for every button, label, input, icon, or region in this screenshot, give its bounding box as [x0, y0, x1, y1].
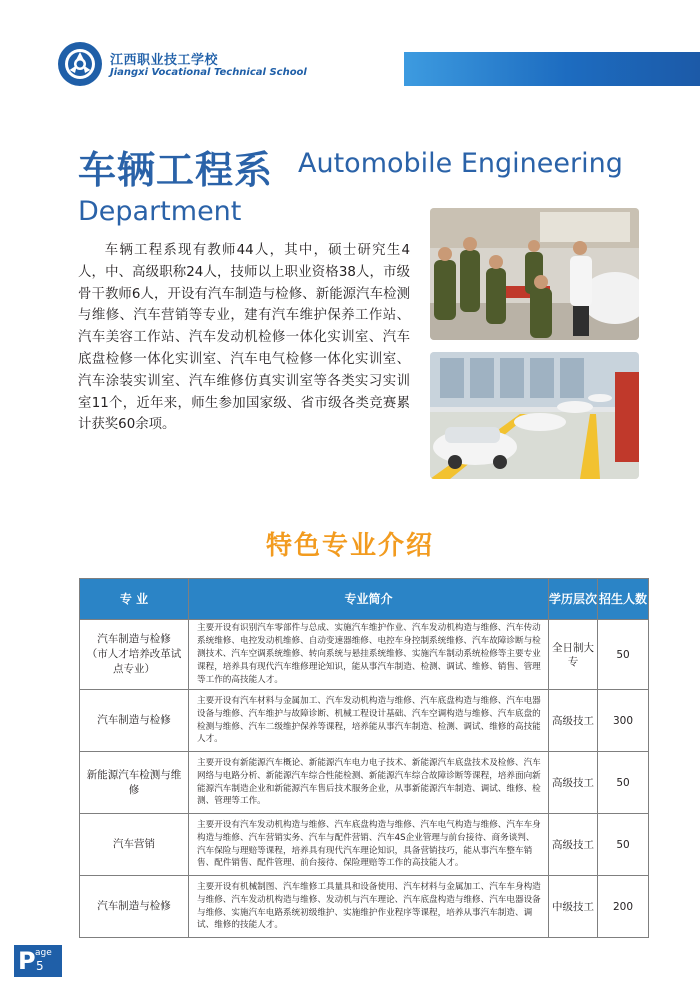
page-number: 5: [36, 959, 44, 973]
major-name-cell: [80, 814, 189, 876]
major-description: 主要开设有识别汽车零部件与总成、实施汽车维护作业、汽车发动机构造与维修、汽车传动系统维修、电控发动机维修、自动变速器维修、电控车身控制系统维修、汽车故障诊断与检测技术、汽车空调系统维修、转向系统与悬挂系统维修、实施汽车制动系统检修等主要专业课程，培养具有现代汽车维修理论知识，能从事汽车制造、检测、调试、维修、销售、管理等工作的高技能人才。: [189, 620, 549, 690]
major-description: 主要开设有新能源汽车概论、新能源汽车电力电子技术、新能源汽车底盘技术及检修、汽车网络与电路分析、新能源汽车综合性能检测、新能源汽车综合故障诊断等课程，培养面向新能源汽车制造企业和新能源汽车售后技术服务企业，从事新能源汽车制造、调试、维修、检测、管理等工作。: [189, 752, 549, 814]
table-row: [80, 690, 649, 752]
col-header-enrollment: 招生人数: [598, 579, 649, 620]
education-level: 高级技工: [549, 690, 598, 752]
major-name-cell: [80, 620, 189, 690]
major-name: 汽车营销: [113, 838, 155, 850]
major-name-cell: [80, 690, 189, 752]
education-level: 高级技工: [549, 814, 598, 876]
major-description: 主要开设有汽车发动机构造与维修、汽车底盘构造与维修、汽车电气构造与维修、汽车车身构造与维修、汽车营销实务、汽车与配件营销、汽车4S企业管理与前台接待、商务谈判、汽车保险与理赔等课程，培养具有现代汽车理论知识，具备营销技巧，能从事汽车整车销售、配件销售、配件管理、前台接待、保险理赔等工作的高技能人才。: [189, 814, 549, 876]
table-row: [80, 876, 649, 938]
training-class-photo: [430, 208, 639, 340]
table-row: [80, 814, 649, 876]
col-header-description: 专业简介: [189, 579, 549, 620]
page-number-tag: [14, 945, 62, 977]
major-description: 主要开设有汽车材料与金属加工、汽车发动机构造与维修、汽车底盘构造与维修、汽车电器设备与维修、汽车维护与故障诊断、机械工程设计基础、汽车空调构造与维修、汽车底盘的检测与维修、汽车二级维护保养等课程，培养能从事汽车制造、检测、调试、维修的高技能人才。: [189, 690, 549, 752]
enrollment-count: 50: [598, 620, 649, 690]
department-title-en-line2: Department: [78, 196, 242, 227]
major-name-cell: [80, 876, 189, 938]
major-name: 汽车制造与检修: [97, 714, 171, 726]
department-intro: 车辆工程系现有教师44人，其中，硕士研究生4人，中、高级职称24人，技师以上职业资格38人，市级骨干教师6人，开设有汽车制造与检修、新能源汽车检测与维修、汽车营销等专业，建有汽车维护保养工作站、汽车美容工作站、汽车发动机检修一体化实训室、汽车底盘检修一体化实训室、汽车电气检修一体化实训室、汽车涂装实训室、汽车维修仿真实训室等各类实习实训室11个，近年来，师生参加国家级、省市级各类竞赛累计获奖60余项。: [78, 243, 410, 433]
page-suffix: age: [35, 948, 52, 958]
department-title-en-line1: Automobile Engineering: [298, 148, 623, 179]
page-prefix: P: [18, 947, 36, 975]
major-note: （市人才培养改革试点专业）: [86, 648, 182, 675]
major-name: 汽车制造与检修: [97, 900, 171, 912]
enrollment-count: 200: [598, 876, 649, 938]
major-name: 新能源汽车检测与维修: [86, 768, 182, 796]
section-heading: 特色专业介绍: [265, 531, 434, 561]
enrollment-count: 50: [598, 814, 649, 876]
table-row: [80, 620, 649, 690]
education-level: 全日制大专: [549, 620, 598, 690]
col-header-major: 专 业: [80, 579, 189, 620]
school-name-en: Jiangxi Vocational Technical School: [110, 67, 307, 78]
education-level: 中级技工: [549, 876, 598, 938]
major-description: 主要开设有机械制图、汽车维修工具量具和设备使用、汽车材料与金属加工、汽车车身构造与维修、汽车发动机构造与维修、发动机与汽车理论、汽车底盘构造与维修、汽车电器设备与维修、实施汽车电路系统初级维护、实施维护作业程序等课程，培养从事汽车制造、调试、维修的技能人才。: [189, 876, 549, 938]
education-level: 高级技工: [549, 752, 598, 814]
department-title-cn: 车辆工程系: [78, 148, 274, 192]
table-header-row: [80, 579, 649, 620]
table-row: [80, 752, 649, 814]
school-name-cn: 江西职业技工学校: [110, 53, 219, 68]
enrollment-count: 300: [598, 690, 649, 752]
workshop-cars-photo: [430, 352, 639, 479]
school-emblem-icon: [58, 42, 102, 86]
col-header-level: 学历层次: [549, 579, 598, 620]
major-name-cell: [80, 752, 189, 814]
header-decor-bar: [404, 52, 700, 86]
enrollment-count: 50: [598, 752, 649, 814]
major-name: 汽车制造与检修: [97, 633, 171, 645]
majors-table: [79, 578, 649, 938]
page-header: [0, 0, 700, 100]
